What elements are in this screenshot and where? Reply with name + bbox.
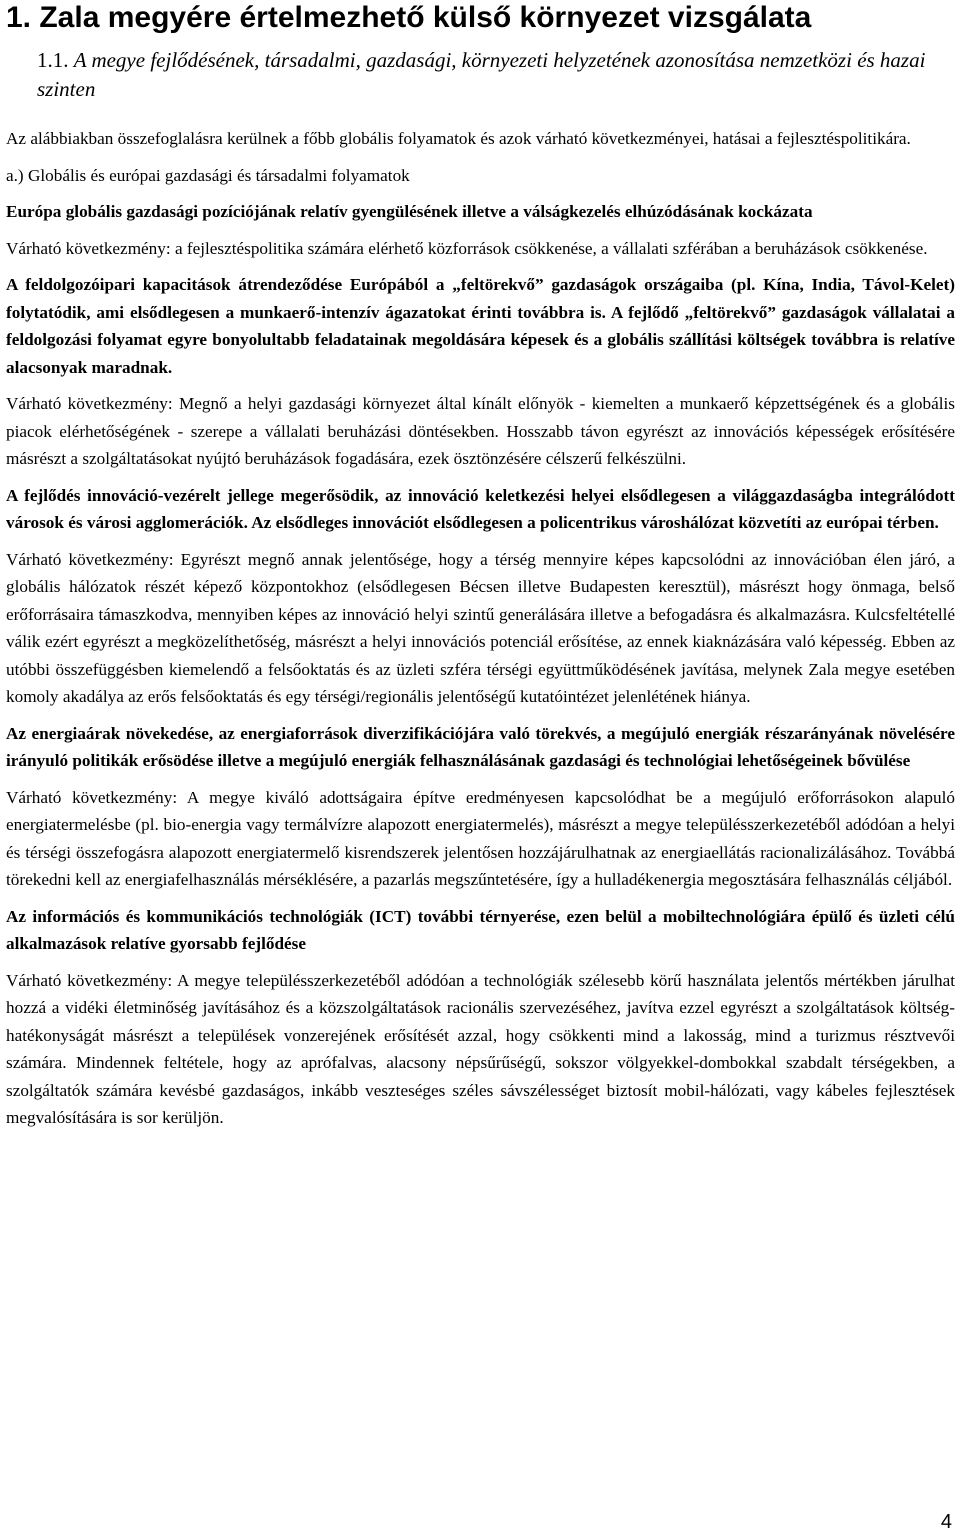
section-number: 1.1. xyxy=(37,48,74,72)
consequence-2: Várható következmény: Megnő a helyi gazdasági környezet által kínált előnyök - kiemelten a munkaerő képzettségének és a globális piacok elérhetőségének - szerepe a vállalati beruházási döntésekben. Hosszabb távon egyrészt az innovációs képességek erősítésére másrészt a szolgáltatásokat nyújtó beruházások fogadására, ezek ösztönzésére célszerű felkészülni. xyxy=(6,394,955,468)
chapter-heading: 1. Zala megyére értelmezhető külső környezet vizsgálata xyxy=(6,1,812,34)
section-heading xyxy=(37,46,937,104)
trend-4-heading: Az energiaárak növekedése, az energiaforrások diverzifikációjára való törekvés, a megújuló energiák részarányának növelésére irányuló politikák erősödése illetve a megújuló energiák felhasználásának gazdasági és technológiai lehetőségeinek bővülése xyxy=(6,723,955,770)
intro-paragraph: Az alábbiakban összefoglalásra kerülnek a főbb globális folyamatok és azok várható következményei, hatásai a fejlesztéspolitikára. xyxy=(6,129,911,148)
trend-3-paragraph: A fejlődés innováció-vezérelt jellege megerősödik, az innováció keletkezési helyei elsődlegesen a világgazdaságba integrálódott városok és városi agglomerációk. Az elsődleges innovációt elsődlegesen a policentrikus városhálózat közvetíti az európai térben. xyxy=(6,485,955,532)
trend-1-heading: Európa globális gazdasági pozíciójának relatív gyengülésének illetve a válságkezelés elhúzódásának kockázata xyxy=(6,202,813,221)
subsection-a-title: a.) Globális és európai gazdasági és társadalmi folyamatok xyxy=(6,165,410,185)
page-number: 4 xyxy=(940,1511,952,1533)
consequence-1: Várható következmény: a fejlesztéspolitika számára elérhető közforrások csökkenése, a vállalati szférában a beruházások csökkenése. xyxy=(6,238,928,258)
consequence-5: Várható következmény: A megye településszerkezetéből adódóan a technológiák szélesebb körű használata jelentős mértékben járulhat hozzá a vidéki életminőség javításához és a közszolgáltatások racionális szervezéséhez, javítva ezzel egyrészt a szolgáltatások költség-hatékonyságát másrészt a települések vonzerejének erősítését azzal, hogy csökkenti mind a lakosság, mind a turizmus résztvevői számára. Mindennek feltétele, hogy az aprófalvas, alacsony népsűrűségű, sokszor völgyekkel-dombokkal szabdalt térségekben, a szolgáltatók számára kevésbé gazdaságos, inkább veszteséges széles sávszélességet biztosít mobil-hálózati, vagy kábeles fejlesztések megvalósítására is sor kerüljön. xyxy=(6,970,955,1127)
document-body xyxy=(6,125,955,1132)
consequence-3: Várható következmény: Egyrészt megnő annak jelentősége, hogy a térség mennyire képes kapcsolódni az innovációban élen járó, a globális hálózatok részét képező központokhoz (elsődlegesen Bécsen illetve Budapesten keresztül), másrészt hogy önmaga, belső erőforrásaira támaszkodva, mennyiben képes az innováció helyi szintű generálására illetve a befogadásra és alkalmazásra. Kulcsfeltétellé válik ezért egyrészt a megközelíthetőség, másrészt a helyi innovációs potenciál erősítése, az ennek kiaknázására való képesség. Ebben az utóbbi összefüggésben kiemelendő a felsőoktatás és az üzleti szféra térségi együttműködésének javítása, melynek Zala megye esetében komoly akadálya az erős felsőoktatás és egy térségi/regionális jelentőségű kutatóintézet jelenlétének hiánya. xyxy=(6,549,955,706)
trend-5-heading: Az információs és kommunikációs technológiák (ICT) további térnyerése, ezen belül a mobiltechnológiára épülő és üzleti célú alkalmazások relatíve gyorsabb fejlődése xyxy=(6,906,955,953)
trend-2-paragraph: A feldolgozóipari kapacitások átrendeződése Európából a „feltörekvő” gazdaságok országaiba (pl. Kína, India, Távol-Kelet) folytatódik, ami elsődlegesen a munkaerő-intenzív ágazatokat érinti továbbra is. A fejlődő „feltörekvő” gazdaságok vállalatai a feldolgozási folyamat egyre bonyolultabb feladatainak megoldására képesek és a globális szállítási költségek továbbra is relatíve alacsonyak maradnak. xyxy=(6,275,955,377)
consequence-4: Várható következmény: A megye kiváló adottságaira építve eredményesen kapcsolódhat be a megújuló erőforrásokon alapuló energiatermelésbe (pl. bio-energia vagy termálvízre alapozott energiatermelés), másrészt a megye településszerkezetéből adódóan a helyi és térségi összefogásra alapozott energiatermelő kisrendszerek jelentősen hozzájárulhatnak az energiaellátás racionalizálásához. Továbbá törekedni kell az energiafelhasználás mérséklésére, a pazarlás megszűntetésére, így a hulladékenergia megosztására felhasználás céljából. xyxy=(6,787,955,889)
section-title: A megye fejlődésének, társadalmi, gazdasági, környezeti helyzetének azonosítása nemzetközi és hazai szinten xyxy=(37,48,926,101)
